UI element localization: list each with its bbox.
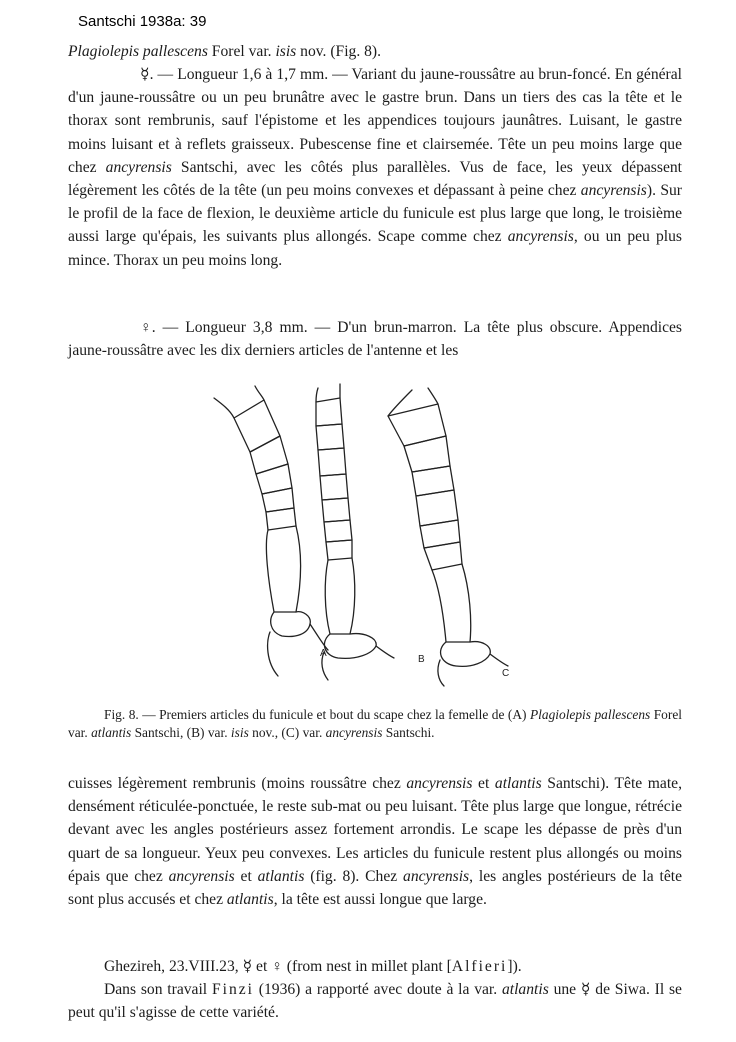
paragraph-text: ). Sur le profil de la face de flexion, le deuxième article du funicule est plus large que long, le troisième aussi large qu'épais, les suivants plus allongés. Scape comme chez [68, 182, 682, 246]
antenna-figure [200, 380, 700, 690]
caption-italic: ancyrensis [325, 724, 383, 740]
paragraph-text: Santschi). Tête mate, densément réticulée-ponctuée, le reste sub-mat ou peu luisant. Tête plus large que longue, rétrécie devant avec les angles postérieurs assez fortement arrondis. Le scape les dépasse de près d'un quart de sa longueur. Yeux peu convexes. Les articles du funicule restent plus allongés ou moins épais que chez [68, 775, 682, 885]
paragraph-text: , la tête est aussi longue que large. [273, 891, 487, 909]
paragraph-text: Santschi, avec les côtés plus parallèles. Vus de face, les yeux dépassent légèrement les côtés de la tête (un peu moins convexes et dépassant à peine chez [68, 158, 682, 200]
caption-text: Santschi. [382, 724, 435, 740]
figure-label-b: B [418, 654, 425, 665]
italic-species: atlantis [226, 891, 274, 909]
female-description-paragraph [68, 316, 682, 362]
italic-species: ancyrensis [168, 867, 235, 885]
paragraph-text: (1936) a rapporté avec doute à la var. [254, 981, 502, 998]
paragraph-text: (fig. 8). Chez [304, 867, 404, 885]
italic-species: atlantis [494, 775, 542, 792]
caption-text: Forel var. [68, 707, 682, 740]
figure-caption [68, 706, 682, 741]
worker-symbol: ☿ [580, 981, 591, 998]
paragraph-text: Dans son travail [104, 981, 212, 998]
italic-species: ancyrensis [403, 867, 470, 885]
paragraph-text: et [234, 867, 258, 885]
worker-description-paragraph [68, 63, 682, 272]
locality-record [68, 955, 682, 978]
paragraph-text: une [548, 981, 581, 998]
caption-text: nov., (C) var. [248, 724, 326, 740]
author-name: Finzi [211, 981, 254, 998]
antenna-drawing-b [316, 384, 394, 680]
remarks-paragraph [68, 978, 682, 1024]
paragraph-text: (from nest in millet plant [ [282, 958, 452, 975]
variety-name: isis [275, 43, 297, 60]
caption-italic: atlantis [91, 724, 132, 740]
paragraph-text: et [472, 775, 495, 792]
worker-symbol: ☿ [140, 66, 150, 83]
page-citation-header: Santschi 1938a: 39 [78, 13, 207, 30]
paragraph-text: . — Longueur 3,8 mm. — D'un brun-marron. La tête plus obscure. Appendices jaune-roussâtre avec les dix derniers articles de l'antenne et les [68, 319, 682, 360]
italic-species: atlantis [257, 867, 305, 885]
paragraph-text: de Siwa. Il se peut qu'il s'agisse de cette variété. [68, 981, 682, 1022]
figure-label-c: C [502, 668, 510, 679]
figure-label-a: A [320, 648, 327, 659]
italic-species: ancyrensis [580, 182, 647, 200]
taxon-name: Plagiolepis pallescens [68, 43, 208, 60]
caption-text: Santschi, (B) var. [131, 724, 231, 740]
worker-symbol: ☿ [242, 958, 253, 975]
caption-italic: isis [230, 724, 249, 740]
species-heading [68, 40, 682, 63]
antenna-drawing-a [214, 386, 328, 676]
italic-species: ancyrensis [105, 158, 172, 176]
paragraph-text: et [252, 958, 272, 975]
heading-text-end: nov. (Fig. 8). [296, 43, 382, 60]
collector-name: Alfieri [451, 958, 508, 975]
italic-species: ancyrensis [406, 775, 473, 792]
paragraph-text: . — Longueur 1,6 à 1,7 mm. — Variant du jaune-roussâtre au brun-foncé. En général d'un jaune-roussâtre ou un peu brunâtre avec le gastre brun. Dans un tiers des cas la tête et le thorax sont rembrunis, sauf l'épistome et les appendices toujours jaunâtres. Luisant, le gastre moins luisant et à reflets graisseux. Pubescense fine et clairsemée. Tête un peu moins large que chez [68, 66, 682, 176]
paragraph-text: cuisses légèrement rembrunis (moins roussâtre chez [68, 775, 407, 792]
female-symbol: ♀ [140, 319, 152, 336]
caption-italic: Plagiolepis pallescens [529, 707, 651, 722]
antenna-drawing-c [388, 388, 508, 686]
paragraph-text: Ghezireh, 23.VIII.23, [104, 958, 243, 975]
paragraph-text: , les angles postérieurs de la tête sont plus accusés et chez [68, 867, 683, 909]
female-symbol: ♀ [271, 958, 283, 975]
italic-species: ancyrensis [507, 228, 574, 246]
heading-text: Forel var. [207, 43, 276, 60]
continued-female-description [68, 772, 682, 911]
italic-species: atlantis [501, 981, 549, 998]
paragraph-text: , ou un peu plus mince. Thorax un peu moins long. [68, 228, 682, 269]
caption-text: Fig. 8. — Premiers articles du funicule et bout du scape chez la femelle de (A) [104, 707, 530, 722]
paragraph-text: ]). [507, 958, 522, 975]
